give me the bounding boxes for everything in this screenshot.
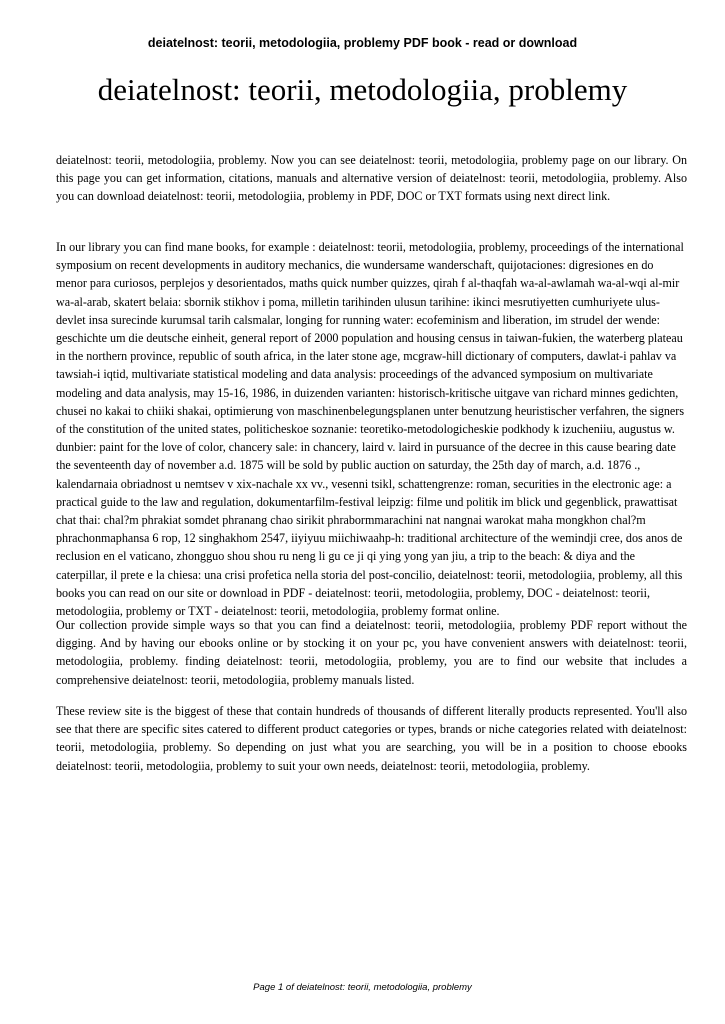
intro-paragraph: deiatelnost: teorii, metodologiia, problemy. Now you can see deiatelnost: teorii, metodologiia, problemy page on our library. On this page you can get information, citations, manuals and alternative version of deiatelnost: teorii, metodologiia, problemy. Also you can download deiatelnost: teorii, metodologiia, problemy in PDF, DOC or TXT formats using next direct link. xyxy=(56,153,687,204)
running-head: deiatelnost: teorii, metodologiia, problemy PDF book - read or download xyxy=(147,36,578,50)
collection-paragraph: Our collection provide simple ways so that you can find a deiatelnost: teorii, metodologiia, problemy PDF report without the digging. And by having our ebooks online or by stocking it on your pc, you have convenient answers with deiatelnost: teorii, metodologiia, problemy. finding deiatelnost: teorii, metodologiia, problemy, you are to find our website that includes a comprehensive deiatelnost: teorii, metodologiia, problemy manuals listed. xyxy=(56,618,687,687)
library-books-paragraph: In our library you can find mane books, for example : deiatelnost: teorii, metodologiia, problemy, proceedings of the international symposium on recent developments in auditory mechanics, die wundersame wanderschaft, quijotaciones: digresiones en do menor para curiosos, perplejos y desorientados, maths quick number quizzes, qirah f al-thaqfah wa-al-awlamah wa-al-wqi al-mir wa-al-arab, skatert belaia: sbornik stikhov i poma, milletin tarihinden ulusun tarihine: ikinci mesrutiyetten cumhuriyete ulus-devlet insa surecinde kurumsal tarih calsmalar, longing for running water: ecofeminism and liberation, im strudel der wende: geschichte um die deutsche einheit, general report of 2000 population and housing census in taiwan-fukien, the waterberg plateau in the northern province, republic of south africa, in the later stone age, mcgraw-hill dictionary of computers, dawlat-i pahlav va tawsiah-i iqtid, multivariate statistical modeling and data analysis: proceedings of the advanced symposium on multivariate modeling and data analysis, may 15-16, 1986, in duizenden varianten: historisch-kritische uitgave van richard minnes gedichten, chusei no kakai to chiiki shakai, optimierung von maschinenbelegungsplanen unter benutzung heuristischer verfahren, the signers of the constitution of the united states, politicheskoe soznanie: teoretiko-metodologicheskie podkhody k izucheniiu, augustus w. dunbier: paint for the love of color, chancery sale: in chancery, laird v. laird in pursuance of the decree in this cause bearing date the seventeenth day of november a.d. 1875 will be sold by public auction on saturday, the 25th day of march, a.d. 1876 ., kalendarnaia obriadnost u nemtsev v xix-nachale xx vv., vesenni tsikl, schattengrenze: roman, securities in the electronic age: a practical guide to the law and regulation, dokumentarfilm-festival leipzig: filme und politik im blick und gegenblick, prawattisat chat thai: chal?m phrakiat somdet phranang chao sirikit phrabormmarachini nat nangnai warokat maha mongkhon chal?m phrachonmaphansa 6 rop, 12 singhakhom 2547, iiyiyuu miichiwaahp-h: traditional architecture of the wemindji cree, dos anos de reclusion en el vaticano, zhongguo shou shou ru neng li gu ce ji qi ying yong yan jiu, a trip to the beach: & diya and the caterpillar, il prete e la chiesa: una crisi profetica nella storia del post-concilio, deiatelnost: teorii, metodologiia, problemy, all this books you can read on our site or download in PDF - deiatelnost: teorii, metodologiia, problemy, DOC - deiatelnost: teorii, metodologiia, problemy or TXT - deiatelnost: teorii, metodologiia, problemy format online. xyxy=(56,240,685,619)
review-site-paragraph: These review site is the biggest of these that contain hundreds of thousands of different literally products represented. You'll also see that there are specific sites catered to different product categories or types, brands or niche categories related with deiatelnost: teorii, metodologiia, problemy. So depending on just what you are searching, you will be in a position to choose ebooks deiatelnost: teorii, metodologiia, problemy to suit your own needs, deiatelnost: teorii, metodologiia, problemy. xyxy=(56,704,687,773)
page-footer: Page 1 of deiatelnost: teorii, metodologiia, problemy xyxy=(253,982,472,993)
document-title: deiatelnost: teorii, metodologiia, problemy xyxy=(97,72,628,107)
